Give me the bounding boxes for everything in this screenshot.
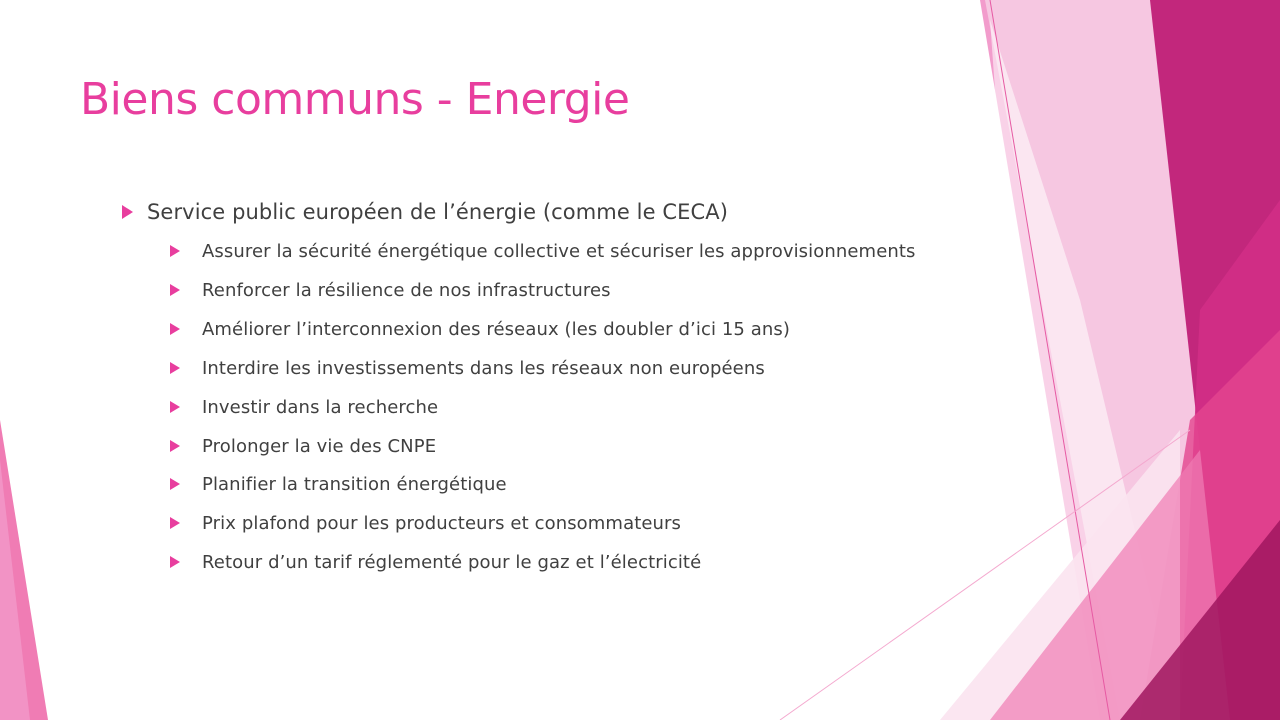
triangle-right-icon bbox=[170, 284, 180, 296]
sub-bullet bbox=[170, 238, 916, 264]
sub-bullet bbox=[170, 277, 611, 303]
triangle-right-icon bbox=[170, 517, 180, 529]
sub-bullet-text: Améliorer l’interconnexion des réseaux (les doubler d’ici 15 ans) bbox=[202, 318, 791, 340]
sub-bullet-text: Prix plafond pour les producteurs et consommateurs bbox=[202, 512, 682, 534]
sub-bullet bbox=[170, 471, 507, 497]
triangle-right-icon bbox=[170, 440, 180, 452]
sub-bullet-text: Retour d’un tarif réglementé pour le gaz et l’électricité bbox=[202, 551, 702, 573]
sub-bullet bbox=[170, 355, 765, 381]
main-bullet-text: Service public européen de l’énergie (comme le CECA) bbox=[147, 200, 729, 224]
sub-bullet-text: Prolonger la vie des CNPE bbox=[202, 435, 437, 457]
triangle-right-icon bbox=[170, 556, 180, 568]
triangle-right-icon bbox=[170, 323, 180, 335]
sub-bullet-text: Assurer la sécurité énergétique collective et sécuriser les approvisionnements bbox=[202, 240, 916, 262]
sub-bullet bbox=[170, 549, 701, 575]
triangle-right-icon bbox=[170, 245, 180, 257]
triangle-right-icon bbox=[122, 205, 133, 219]
sub-bullet-text: Renforcer la résilience de nos infrastructures bbox=[202, 279, 611, 301]
sub-bullet-text: Investir dans la recherche bbox=[202, 396, 439, 418]
triangle-right-icon bbox=[170, 401, 180, 413]
slide-title: Biens communs - Energie bbox=[80, 74, 630, 125]
sub-bullet bbox=[170, 316, 790, 342]
triangle-right-icon bbox=[170, 362, 180, 374]
sub-bullet bbox=[170, 394, 438, 420]
sub-bullet-text: Planifier la transition énergétique bbox=[202, 473, 507, 495]
sub-bullet bbox=[170, 510, 681, 536]
sub-bullet bbox=[170, 433, 436, 459]
main-bullet bbox=[122, 198, 728, 226]
sub-bullet-text: Interdire les investissements dans les réseaux non européens bbox=[202, 357, 765, 379]
triangle-right-icon bbox=[170, 478, 180, 490]
